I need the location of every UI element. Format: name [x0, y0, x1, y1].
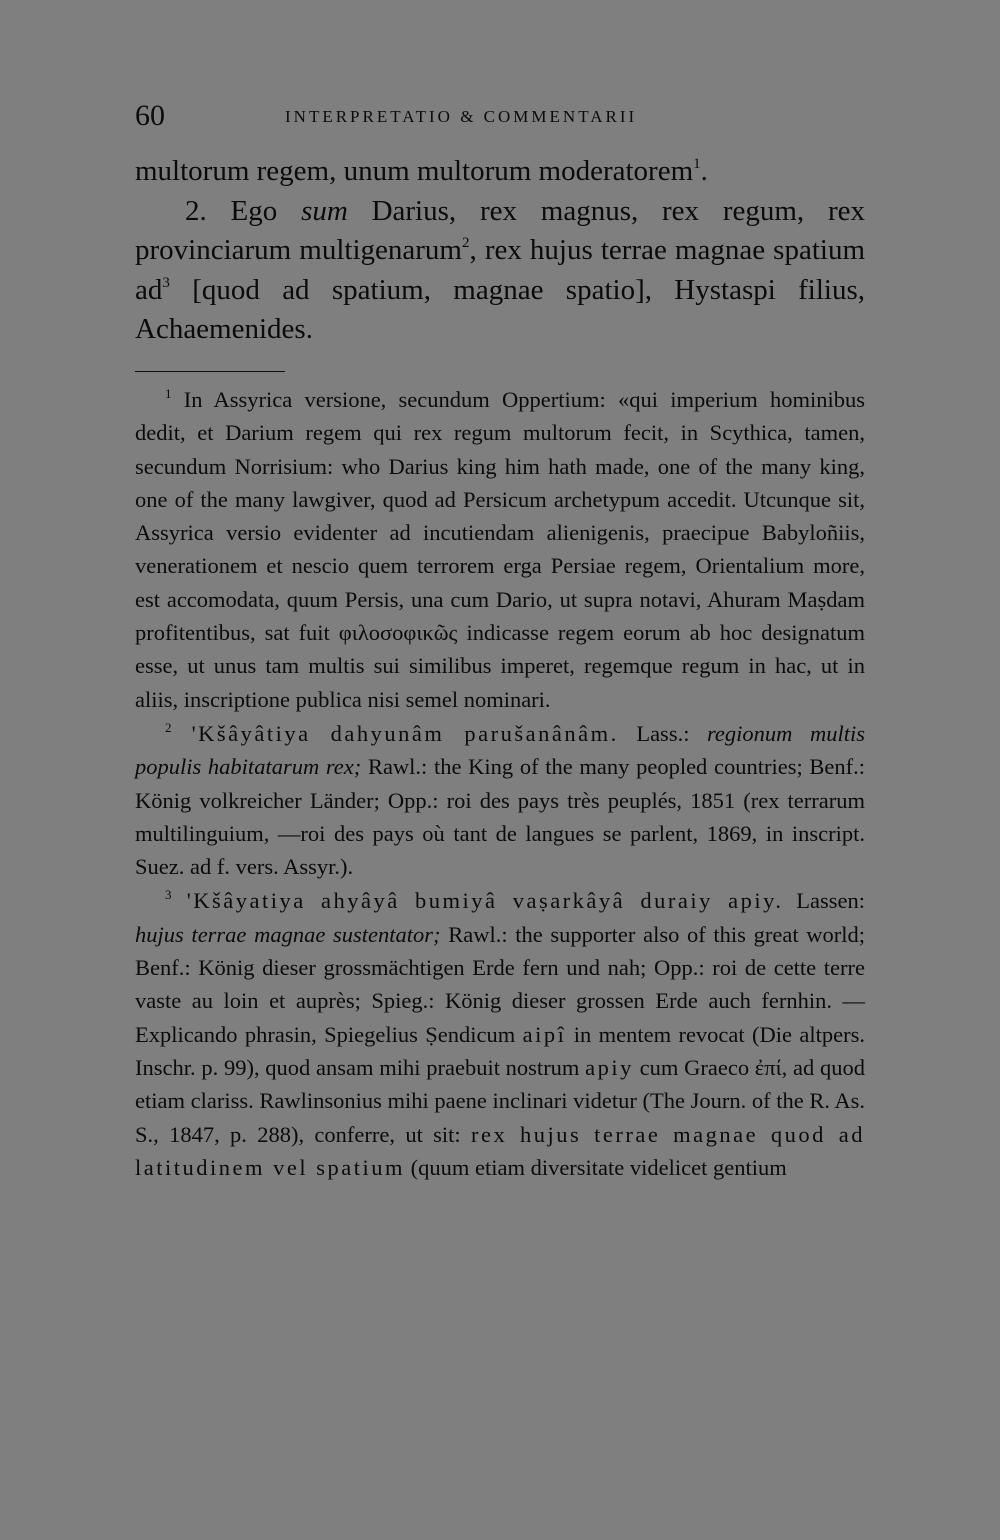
main-paragraph-2 — [135, 192, 865, 350]
footnote-3-text-c: in mentem revocat (Die altpers. Inschr. p. 99), quod ansam mihi praebuit nostrum — [135, 1021, 865, 1080]
paragraph-2-text-b: , rex hujus terrae magnae spatium ad — [135, 234, 865, 306]
main-line-1-text: multorum regem, unum multorum moderatorem — [135, 155, 694, 187]
main-line-1-end: . — [700, 155, 708, 187]
footnote-mark-1: 1 — [693, 156, 701, 172]
footnote-2 — [135, 717, 865, 883]
footnote-3-spaced-phrase: rex hujus terrae magnae quod ad latitudinem vel spatium — [135, 1121, 865, 1180]
footnote-1-text: In Assyrica versione, secundum Oppertium: «qui imperium hominibus dedit, et Darium regem qui rex regum multorum fecit, in Scythica, tamen, secundum Norrisium: who Darius king him hath made, one of the many king, one of the many lawgiver, quod ad Persicum archetypum accedit. Utcunque sit, Assyrica versio evidenter ad incutiendam alienigenis, praecipue Babyloñiis, venerationem et nescio quem terrorem erga Persiae regem, Orientalium more, est accomodata, quum Persis, una cum Dario, ut supra notavi, Ahuram Maṣdam profitentibus, sat fuit φιλοσοφικῶς indicasse regem eorum ab hoc designatum esse, ut unus tam multis sui similibus imperet, regemque regum in hac, ut in aliis, inscriptione publica nisi semel nominari. — [135, 387, 865, 712]
footnote-3-text-e: (quum etiam diversitate videlicet gentium — [404, 1154, 787, 1180]
footnote-3-old-persian: 'Kšâyatiya ahyâyâ bumiyâ vaṣarkâyâ duraiy apiy. — [171, 888, 784, 914]
footnote-mark-2: 2 — [462, 235, 470, 251]
footnote-separator — [135, 371, 285, 372]
footnote-3-spaced-aipi: aipî — [522, 1021, 567, 1047]
footnote-2-text-b: Rawl.: the King of the many peopled countries; Benf.: König volkreicher Länder; Opp.: roi des pays très peuplés, 1851 (rex terrarum multilinguium, —roi des pays où tant de langues se parlent, 1869, in inscript. Suez. ad f. vers. Assyr.). — [135, 754, 866, 880]
footnote-2-text-a: Lass.: — [618, 720, 708, 746]
paragraph-number: 2. Ego — [185, 194, 302, 227]
main-text — [135, 152, 865, 350]
footnote-3-italic: hujus terrae magnae sustentator; — [135, 921, 441, 947]
footnote-3 — [135, 884, 865, 1184]
page-number: 60 — [135, 99, 165, 132]
footnote-2-old-persian: 'Kšâyâtiya dahyunâm parušanânâm. — [171, 720, 619, 746]
italic-sum: sum — [301, 194, 348, 227]
paragraph-2-text-c: [quod ad spatium, magnae spatio], Hystaspi filius, Achaemenides. — [135, 273, 865, 345]
footnotes — [135, 383, 865, 1184]
page-header — [135, 96, 865, 136]
footnote-3-text-a: Lassen: — [783, 888, 866, 914]
footnote-mark-3: 3 — [162, 274, 170, 291]
main-line-1 — [135, 152, 865, 192]
footnote-1-mark: 1 — [165, 386, 172, 401]
running-head: INTERPRETATIO & COMMENTARII — [285, 107, 638, 126]
footnote-1 — [135, 383, 865, 716]
footnote-3-text-b: Rawl.: the supporter also of this great world; Benf.: König dieser grossmächtigen Erde fern und nah; Opp.: roi de cette terre vaste au loin et auprès; Spieg.: König dieser grossen Erde auch fernhin. — Explicando phrasin, Spiegelius Ṣendicum — [135, 921, 866, 1047]
footnote-3-spaced-apiy: apiy — [585, 1054, 634, 1080]
paragraph-2-text-a: Darius, rex magnus, rex regum, rex provinciarum multigenarum — [135, 194, 866, 266]
footnote-3-mark: 3 — [165, 887, 172, 903]
footnote-2-mark: 2 — [165, 719, 172, 735]
footnote-3-text-d: cum Graeco ἐπί, ad quod etiam clariss. Rawlinsonius mihi paene inclinari videtur (The Journ. of the R. As. S., 1847, p. 288), conferre, ut sit: — [135, 1054, 865, 1147]
footnote-2-italic: regionum multis populis habitatarum rex; — [135, 720, 865, 780]
